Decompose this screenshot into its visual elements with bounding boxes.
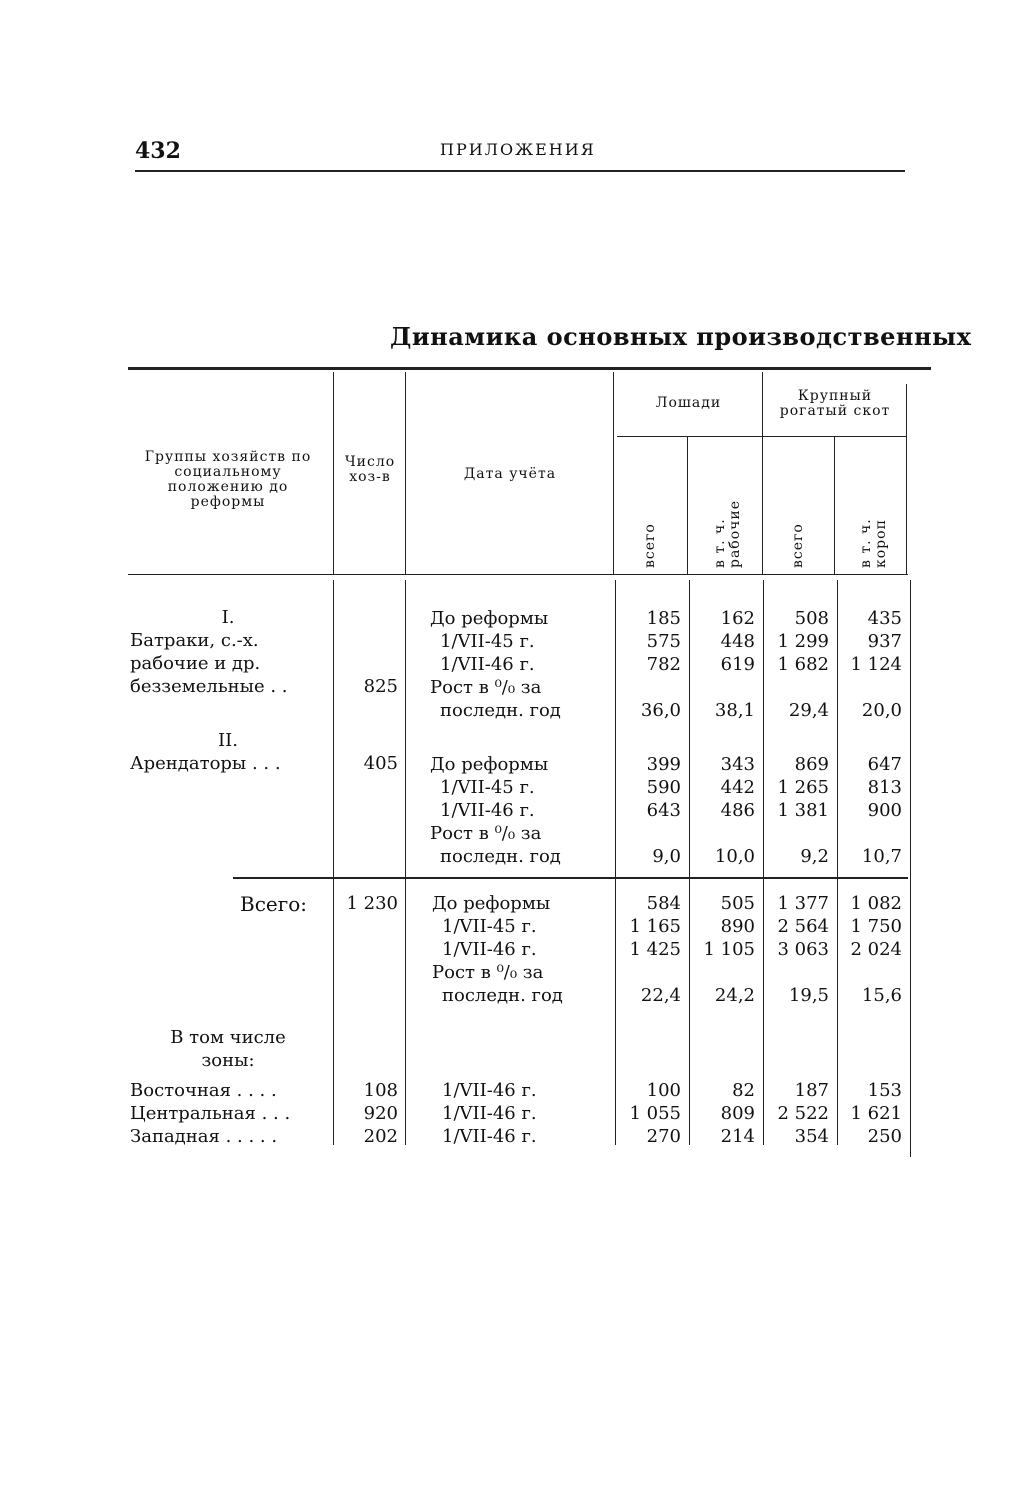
group-2-households: 405 bbox=[363, 753, 398, 774]
zone-east-date: 1/VII-46 г. bbox=[442, 1080, 537, 1101]
group-2-date-before: До реформы bbox=[430, 754, 549, 775]
tot-r1-c1: 584 bbox=[646, 893, 681, 914]
g1-r4-c1: 36,0 bbox=[640, 700, 681, 721]
zone-east-c1: 100 bbox=[646, 1080, 681, 1101]
group-1-growth-line1: Рост в ⁰/₀ за bbox=[430, 677, 542, 698]
g1-r4-c4: 20,0 bbox=[861, 700, 902, 721]
group-2-growth-line2: последн. год bbox=[440, 846, 561, 867]
g2-r4-c2: 10,0 bbox=[714, 846, 755, 867]
tot-r2-c2: 890 bbox=[720, 916, 755, 937]
g1-r4-c2: 38,1 bbox=[714, 700, 755, 721]
g2-r2-c1: 590 bbox=[646, 777, 681, 798]
g2-r3-c3: 1 381 bbox=[777, 800, 829, 821]
g1-r3-c2: 619 bbox=[720, 654, 755, 675]
tot-r3-c2: 1 105 bbox=[703, 939, 755, 960]
g2-r3-c1: 643 bbox=[646, 800, 681, 821]
zone-west-c4: 250 bbox=[867, 1126, 902, 1147]
zone-west-name: Западная . . . . . bbox=[130, 1126, 278, 1147]
g1-r2-c3: 1 299 bbox=[777, 631, 829, 652]
total-growth-line2: последн. год bbox=[442, 985, 563, 1006]
zone-central-households: 920 bbox=[363, 1103, 398, 1124]
zone-central-c4: 1 621 bbox=[850, 1103, 902, 1124]
header-cattle-cows: в т. ч. короп bbox=[858, 518, 889, 568]
g2-r4-c1: 9,0 bbox=[652, 846, 681, 867]
header-groups: Группы хозяйств по социальному положению до реформы bbox=[144, 449, 312, 510]
g2-r2-c2: 442 bbox=[720, 777, 755, 798]
g2-r1-c4: 647 bbox=[867, 754, 902, 775]
g1-r3-c3: 1 682 bbox=[777, 654, 829, 675]
group-1-name-line2: рабочие и др. bbox=[130, 653, 261, 674]
total-date-45: 1/VII-45 г. bbox=[442, 916, 537, 937]
group-1-date-45: 1/VII-45 г. bbox=[440, 631, 535, 652]
g2-r4-c3: 9,2 bbox=[800, 846, 829, 867]
g1-r1-c1: 185 bbox=[646, 608, 681, 629]
tot-r4-c3: 19,5 bbox=[788, 985, 829, 1006]
zone-central-c1: 1 055 bbox=[629, 1103, 681, 1124]
group-1-name-line3: безземельные . . bbox=[130, 676, 288, 697]
g1-r3-c4: 1 124 bbox=[850, 654, 902, 675]
tot-r3-c3: 3 063 bbox=[777, 939, 829, 960]
running-head: ПРИЛОЖЕНИЯ bbox=[440, 140, 596, 159]
group-1-date-before: До реформы bbox=[430, 608, 549, 629]
g1-r4-c3: 29,4 bbox=[788, 700, 829, 721]
zone-west-date: 1/VII-46 г. bbox=[442, 1126, 537, 1147]
header-horses-working: в т. ч. рабочие bbox=[712, 499, 743, 568]
tot-r1-c2: 505 bbox=[720, 893, 755, 914]
zone-west-households: 202 bbox=[363, 1126, 398, 1147]
g1-r1-c2: 162 bbox=[720, 608, 755, 629]
page-number: 432 bbox=[135, 138, 181, 164]
tot-r1-c3: 1 377 bbox=[777, 893, 829, 914]
zone-east-c4: 153 bbox=[867, 1080, 902, 1101]
zones-heading-line1: В том числе bbox=[170, 1027, 286, 1048]
tot-r2-c4: 1 750 bbox=[850, 916, 902, 937]
g2-r3-c4: 900 bbox=[867, 800, 902, 821]
total-date-46: 1/VII-46 г. bbox=[442, 939, 537, 960]
header-households: Число хоз-в bbox=[344, 454, 396, 485]
total-growth-line1: Рост в ⁰/₀ за bbox=[432, 962, 544, 983]
total-date-before: До реформы bbox=[432, 893, 551, 914]
g1-r2-c1: 575 bbox=[646, 631, 681, 652]
table-title: Динамика основных производственных bbox=[390, 322, 972, 351]
g1-r2-c4: 937 bbox=[867, 631, 902, 652]
header-horses-total: всего bbox=[642, 523, 658, 568]
tot-r2-c3: 2 564 bbox=[777, 916, 829, 937]
group-1-households: 825 bbox=[363, 676, 398, 697]
total-households: 1 230 bbox=[346, 893, 398, 914]
group-2-number: II. bbox=[218, 730, 238, 751]
tot-r3-c1: 1 425 bbox=[629, 939, 681, 960]
header-date: Дата учёта bbox=[463, 466, 557, 482]
header-horses: Лошади bbox=[655, 395, 722, 411]
tot-r4-c1: 22,4 bbox=[640, 985, 681, 1006]
header-cattle: Крупный рогатый скот bbox=[779, 388, 891, 419]
tot-r4-c2: 24,2 bbox=[714, 985, 755, 1006]
zone-central-date: 1/VII-46 г. bbox=[442, 1103, 537, 1124]
zone-central-name: Центральная . . . bbox=[130, 1103, 291, 1124]
g1-r2-c2: 448 bbox=[720, 631, 755, 652]
header-cattle-total: всего bbox=[790, 523, 806, 568]
zone-east-c3: 187 bbox=[794, 1080, 829, 1101]
g2-r1-c3: 869 bbox=[794, 754, 829, 775]
tot-r2-c1: 1 165 bbox=[629, 916, 681, 937]
total-label: Всего: bbox=[240, 892, 307, 916]
zone-central-c2: 809 bbox=[720, 1103, 755, 1124]
group-2-growth-line1: Рост в ⁰/₀ за bbox=[430, 823, 542, 844]
zone-west-c1: 270 bbox=[646, 1126, 681, 1147]
group-1-growth-line2: последн. год bbox=[440, 700, 561, 721]
g1-r3-c1: 782 bbox=[646, 654, 681, 675]
g1-r1-c3: 508 bbox=[794, 608, 829, 629]
zones-heading-line2: зоны: bbox=[201, 1050, 255, 1071]
group-1-name-line1: Батраки, с.-х. bbox=[130, 630, 259, 651]
zone-east-households: 108 bbox=[363, 1080, 398, 1101]
group-1-number: I. bbox=[221, 607, 235, 628]
zone-east-name: Восточная . . . . bbox=[130, 1080, 277, 1101]
g2-r2-c4: 813 bbox=[867, 777, 902, 798]
tot-r1-c4: 1 082 bbox=[850, 893, 902, 914]
tot-r4-c4: 15,6 bbox=[861, 985, 902, 1006]
zone-east-c2: 82 bbox=[732, 1080, 755, 1101]
g2-r2-c3: 1 265 bbox=[777, 777, 829, 798]
g2-r3-c2: 486 bbox=[720, 800, 755, 821]
zone-west-c2: 214 bbox=[720, 1126, 755, 1147]
group-2-date-45: 1/VII-45 г. bbox=[440, 777, 535, 798]
g1-r1-c4: 435 bbox=[867, 608, 902, 629]
g2-r1-c2: 343 bbox=[720, 754, 755, 775]
g2-r1-c1: 399 bbox=[646, 754, 681, 775]
zone-central-c3: 2 522 bbox=[777, 1103, 829, 1124]
zone-west-c3: 354 bbox=[794, 1126, 829, 1147]
g2-r4-c4: 10,7 bbox=[861, 846, 902, 867]
page-header bbox=[135, 138, 905, 172]
group-1-date-46: 1/VII-46 г. bbox=[440, 654, 535, 675]
group-2-date-46: 1/VII-46 г. bbox=[440, 800, 535, 821]
tot-r3-c4: 2 024 bbox=[850, 939, 902, 960]
group-2-name: Арендаторы . . . bbox=[130, 753, 281, 774]
